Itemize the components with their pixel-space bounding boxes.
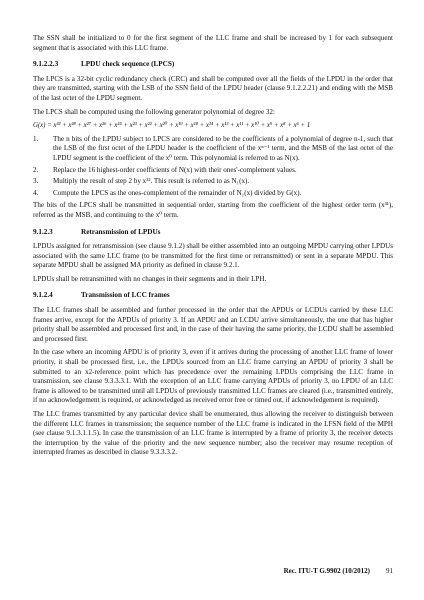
section-title: LPDU check sequence (LPCS)	[81, 60, 175, 69]
paragraph: The LPCS is a 32-bit cyclic redundancy check (CRC) and shall be computed over all the fields of the LPDU in the order that they are transmitted, starting with the LSB of the SSN field of the LPDU header (clause 9.1.2.2.21) and ending with the MSB of the last octet of the LPDU segment.	[33, 74, 393, 102]
step-text: Multiply the result of step 2 by x³². This result is referred to as N₁(x).	[53, 177, 250, 186]
section-number: 9.1.2.4	[33, 291, 53, 300]
paragraph: The LLC frames shall be assembled and further processed in the order that the APDUs or LCDUs carried by these LLC frames arrive, except for the APDUs of priority 3. If an APDU and an LCDU arrive simultaneously, the one that has higher priority shall be assembled and processed first and, in the case of their having the same priority, the LCDU shall be assembled and processed first.	[33, 306, 393, 343]
document-page	[33, 34, 393, 462]
step-text: The n bits of the LPDU subject to LPCS are considered to be the coefficients of a polynomial of degree n-1, such that the LSB of the first octet of the LPDU header is the coefficient of the xⁿ⁻¹ term, and the MSB of the last octet of the LPDU segment is the coefficient of the x⁰ term. This polynomial is referred to as N(x).	[53, 134, 393, 162]
recommendation-id: Rec. ITU-T G.9902 (10/2012)	[283, 567, 370, 575]
section-number: 9.1.2.2.3	[33, 60, 59, 69]
paragraph: LPDUs shall be retransmitted with no changes in their segments and in their LPH.	[33, 274, 267, 283]
list-item	[33, 189, 393, 199]
list-item	[33, 166, 393, 176]
section-title: Transmission of LCC frames	[81, 291, 170, 300]
paragraph: The bits of the LPCS shall be transmitted in sequential order, starting from the coefficient of the highest order term (x³¹), referred as the MSB, and continuing to the x⁰ term.	[33, 201, 393, 219]
section-heading-transmission	[33, 291, 393, 301]
section-number: 9.1.2.3	[33, 227, 53, 236]
list-item	[33, 135, 393, 164]
paragraph: In the case where an incoming APDU is of priority 3, even if it arrives during the processing of another LLC frame of lower priority, it shall be processed first, i.e., the LPDUs sourced from an LLC frame carrying an APDU of priority 3 shall be submitted to an x2-reference point which has precedence over the remaining LPDUs comprising the LLC frame in transmission, see clause 9.3.3.3.1. With the exception of an LLC frame carrying APDUs of priority 3, no LPDU of an LLC frame is allowed to be transmitted until all LPDUs of previously transmitted LLC frames are cleared (i.e., transmitted entirely, if no acknowledgement is required, or acknowledged as received error free or timed out, if acknowledgement is required).	[33, 348, 393, 405]
lpcs-steps-list	[33, 135, 393, 199]
generator-polynomial: G(x) = x³² + x²⁸ + x²⁷ + x²⁶ + x²⁵ + x²³ + x²² + x²⁰ + x¹⁹ + x¹⁸ + x¹⁴ + x¹³ + x¹¹ + x¹⁰ + x⁹ + x⁸ + x⁶ + 1	[33, 122, 311, 130]
paragraph: The LLC frames transmitted by any particular device shall be enumerated, thus allowing the receiver to distinguish between the different LLC frames in transmission; the sequence number of the LLC frame is indicated in the LFSN field of the MPH (see clause 9.1.3.1.1.5). In case the transmission of an LLC frame is interrupted by a frame of priority 3, the receiver detects the interruption by the value of the priority and the new sequence number; also the receiver may resume reception of interrupted frames as described in clause 9.3.3.3.2.	[33, 410, 393, 457]
list-item	[33, 177, 393, 187]
paragraph: The LPCS shall be computed using the following generator polynomial of degree 32:	[33, 107, 275, 116]
paragraph: LPDUs assigned for retransmission (see clause 9.1.2) shall be either assembled into an outgoing MPDU carrying other LPDUs associated with the same LLC frame (to be transmitted for the first time or retransmitted) or sent in a separate MPDU. This separate MPDU shall be assigned MA priority as defined in clause 9.2.1.	[33, 242, 393, 270]
step-number: 2.	[33, 165, 39, 174]
section-heading-lpcs	[33, 60, 393, 70]
step-number: 1.	[33, 134, 39, 143]
section-title: Retransmission of LPDUs	[81, 227, 161, 236]
step-number: 3.	[33, 177, 39, 186]
intro-paragraph: The SSN shall be initialized to 0 for the first segment of the LLC frame and shall be increased by 1 for each subsequent segment that is associated with this LLC frame.	[33, 34, 393, 52]
step-text: Compute the LPCS as the ones-complement of the remainder of N₁(x) divided by G(x).	[53, 188, 302, 197]
page-footer	[33, 567, 393, 575]
step-number: 4.	[33, 188, 39, 197]
page-number: 91	[386, 567, 393, 575]
step-text: Replace the 16 highest-order coefficients of N(x) with their ones'-complement values.	[53, 165, 297, 174]
section-heading-retransmission	[33, 228, 393, 238]
